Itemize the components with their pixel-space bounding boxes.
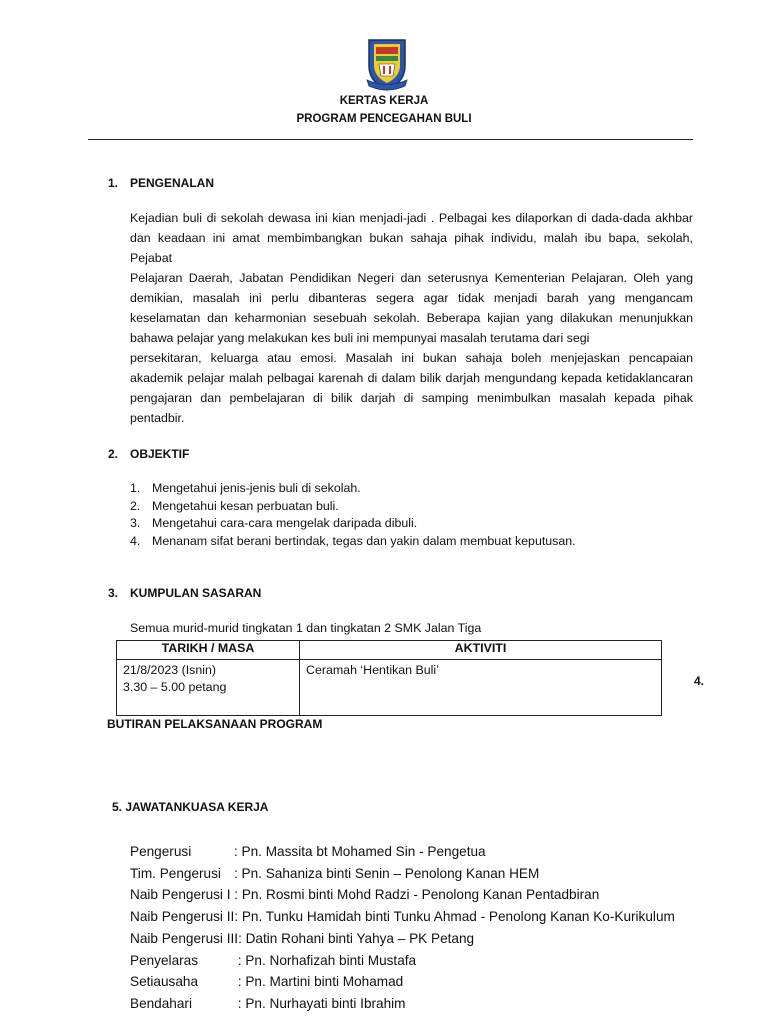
committee-member-row xyxy=(130,841,675,863)
committee-role: Naib Pengerusi III xyxy=(130,930,239,946)
objective-number: 2. xyxy=(130,498,141,513)
activity-cell: Ceramah ‘Hentikan Buli’ xyxy=(300,660,662,716)
header-divider xyxy=(88,139,693,140)
committee-role: Naib Pengerusi II xyxy=(130,909,235,925)
committee-name: : Pn. Tunku Hamidah binti Tunku Ahmad - Penolong Kanan Ko-Kurikulum xyxy=(234,909,675,925)
school-crest-logo xyxy=(365,36,409,92)
objective-number: 4. xyxy=(130,534,141,549)
committee-member-row xyxy=(130,863,675,885)
objective-text: Mengetahui jenis-jenis buli di sekolah. xyxy=(152,481,361,495)
committee-member-row xyxy=(130,950,675,972)
program-title: PROGRAM PENCEGAHAN BULI xyxy=(296,113,472,125)
committee-name: : Pn. Martini binti Mohamad xyxy=(234,974,404,990)
committee-role: Setiausaha xyxy=(130,974,199,990)
objective-item xyxy=(130,533,576,551)
objective-text: Mengetahui cara-cara mengelak daripada dibuli. xyxy=(152,516,418,531)
intro-line: pengajaran dan pembelajaran di bilik darjah di samping menimbulkan masalah kepada pihak xyxy=(130,391,693,405)
committee-role: Penyelaras xyxy=(130,952,199,968)
column-header-date: TARIKH / MASA xyxy=(117,641,300,660)
intro-line: keselamatan dan keharmonian sesebuah sekolah. Beberapa kajian yang dilakukan menunjukkan xyxy=(130,311,693,325)
committee-member-row xyxy=(130,971,675,993)
intro-line: demikian, masalah ini perlu dibanteras segera agar tidak menjadi barah yang mengancam xyxy=(130,291,693,305)
objective-item xyxy=(130,498,576,516)
section-heading-jawatankuasa-kerja: 5. JAWATANKUASA KERJA xyxy=(112,800,269,814)
intro-line: akademik pelajar malah pelbagai karenah di dalam bilik darjah mengundang kepada ketidaklancaran xyxy=(130,371,693,385)
intro-line: Pejabat xyxy=(130,251,173,265)
objective-text: Mengetahui kesan perbuatan buli. xyxy=(152,498,339,513)
section-heading-kumpulan-sasaran: KUMPULAN SASARAN xyxy=(130,586,262,600)
committee-member-row xyxy=(130,906,675,928)
committee-name: : Pn. Sahaniza binti Senin – Penolong Kanan HEM xyxy=(234,865,540,881)
date-time-cell xyxy=(117,660,300,716)
section-heading-objektif: OBJEKTIF xyxy=(130,447,190,461)
intro-line: bahawa pelajar yang melakukan kes buli ini mempunyai masalah terutama dari segi xyxy=(130,331,590,345)
intro-line: Kejadian buli di sekolah dewasa ini kian menjadi-jadi . Pelbagai kes dilaporkan di dada-dada akhbar xyxy=(130,211,693,225)
objective-number: 3. xyxy=(130,516,141,531)
committee-member-row xyxy=(130,993,675,1015)
section-heading-pengenalan: PENGENALAN xyxy=(130,176,215,190)
table-header-row xyxy=(117,641,662,660)
committee-role: Naib Pengerusi I xyxy=(130,887,231,903)
schedule-table xyxy=(116,640,662,716)
objective-item xyxy=(130,515,576,533)
committee-name: : Pn. Massita bt Mohamed Sin - Pengetua xyxy=(234,844,486,859)
objective-text: Menanam sifat berani bertindak, tegas dan yakin dalam membuat keputusan. xyxy=(152,534,576,549)
committee-member-row xyxy=(130,884,675,906)
committee-member-row xyxy=(130,928,675,950)
committee-role: Bendahari xyxy=(130,995,192,1011)
committee-name: : Datin Rohani binti Yahya – PK Petang xyxy=(238,930,475,946)
intro-line: persekitaran, keluarga atau emosi. Masalah ini bukan sahaja boleh menjejaskan pencapaian xyxy=(130,351,693,365)
committee-name: : Pn. Nurhayati binti Ibrahim xyxy=(234,995,406,1011)
section-heading-butiran-pelaksanaan: BUTIRAN PELAKSANAAN PROGRAM xyxy=(107,717,323,731)
column-header-activity: AKTIVITI xyxy=(300,641,662,660)
objective-item xyxy=(130,480,576,498)
schedule-date: 21/8/2023 (Isnin) xyxy=(123,663,216,677)
committee-list xyxy=(130,841,675,1015)
committee-role: Tim. Pengerusi xyxy=(130,865,221,881)
target-group-text: Semua murid-murid tingkatan 1 dan tingkatan 2 SMK Jalan Tiga xyxy=(130,621,482,635)
intro-line: dan keadaan ini amat membimbangkan bukan sahaja pihak individu, malah ibu bapa, sekolah, xyxy=(130,231,693,245)
committee-name: : Pn. Rosmi binti Mohd Radzi - Penolong Kanan Pentadbiran xyxy=(230,887,600,903)
schedule-time: 3.30 – 5.00 petang xyxy=(123,680,227,694)
section-number: 4. xyxy=(694,674,705,688)
section-number: 3. xyxy=(108,586,119,600)
intro-line: pentadbir. xyxy=(130,411,185,425)
document-type-title: KERTAS KERJA xyxy=(339,95,429,107)
objectives-list xyxy=(130,480,576,551)
intro-line: Pelajaran Daerah, Jabatan Pendidikan Negeri dan seterusnya Kementerian Pelajaran. Oleh yang xyxy=(130,271,693,285)
table-row xyxy=(117,660,662,716)
objective-number: 1. xyxy=(130,481,141,495)
committee-role: Pengerusi xyxy=(130,844,192,859)
committee-name: : Pn. Norhafizah binti Mustafa xyxy=(234,952,417,968)
section-number: 1. xyxy=(108,176,119,190)
section-number: 2. xyxy=(108,447,119,461)
intro-paragraph xyxy=(130,208,693,428)
